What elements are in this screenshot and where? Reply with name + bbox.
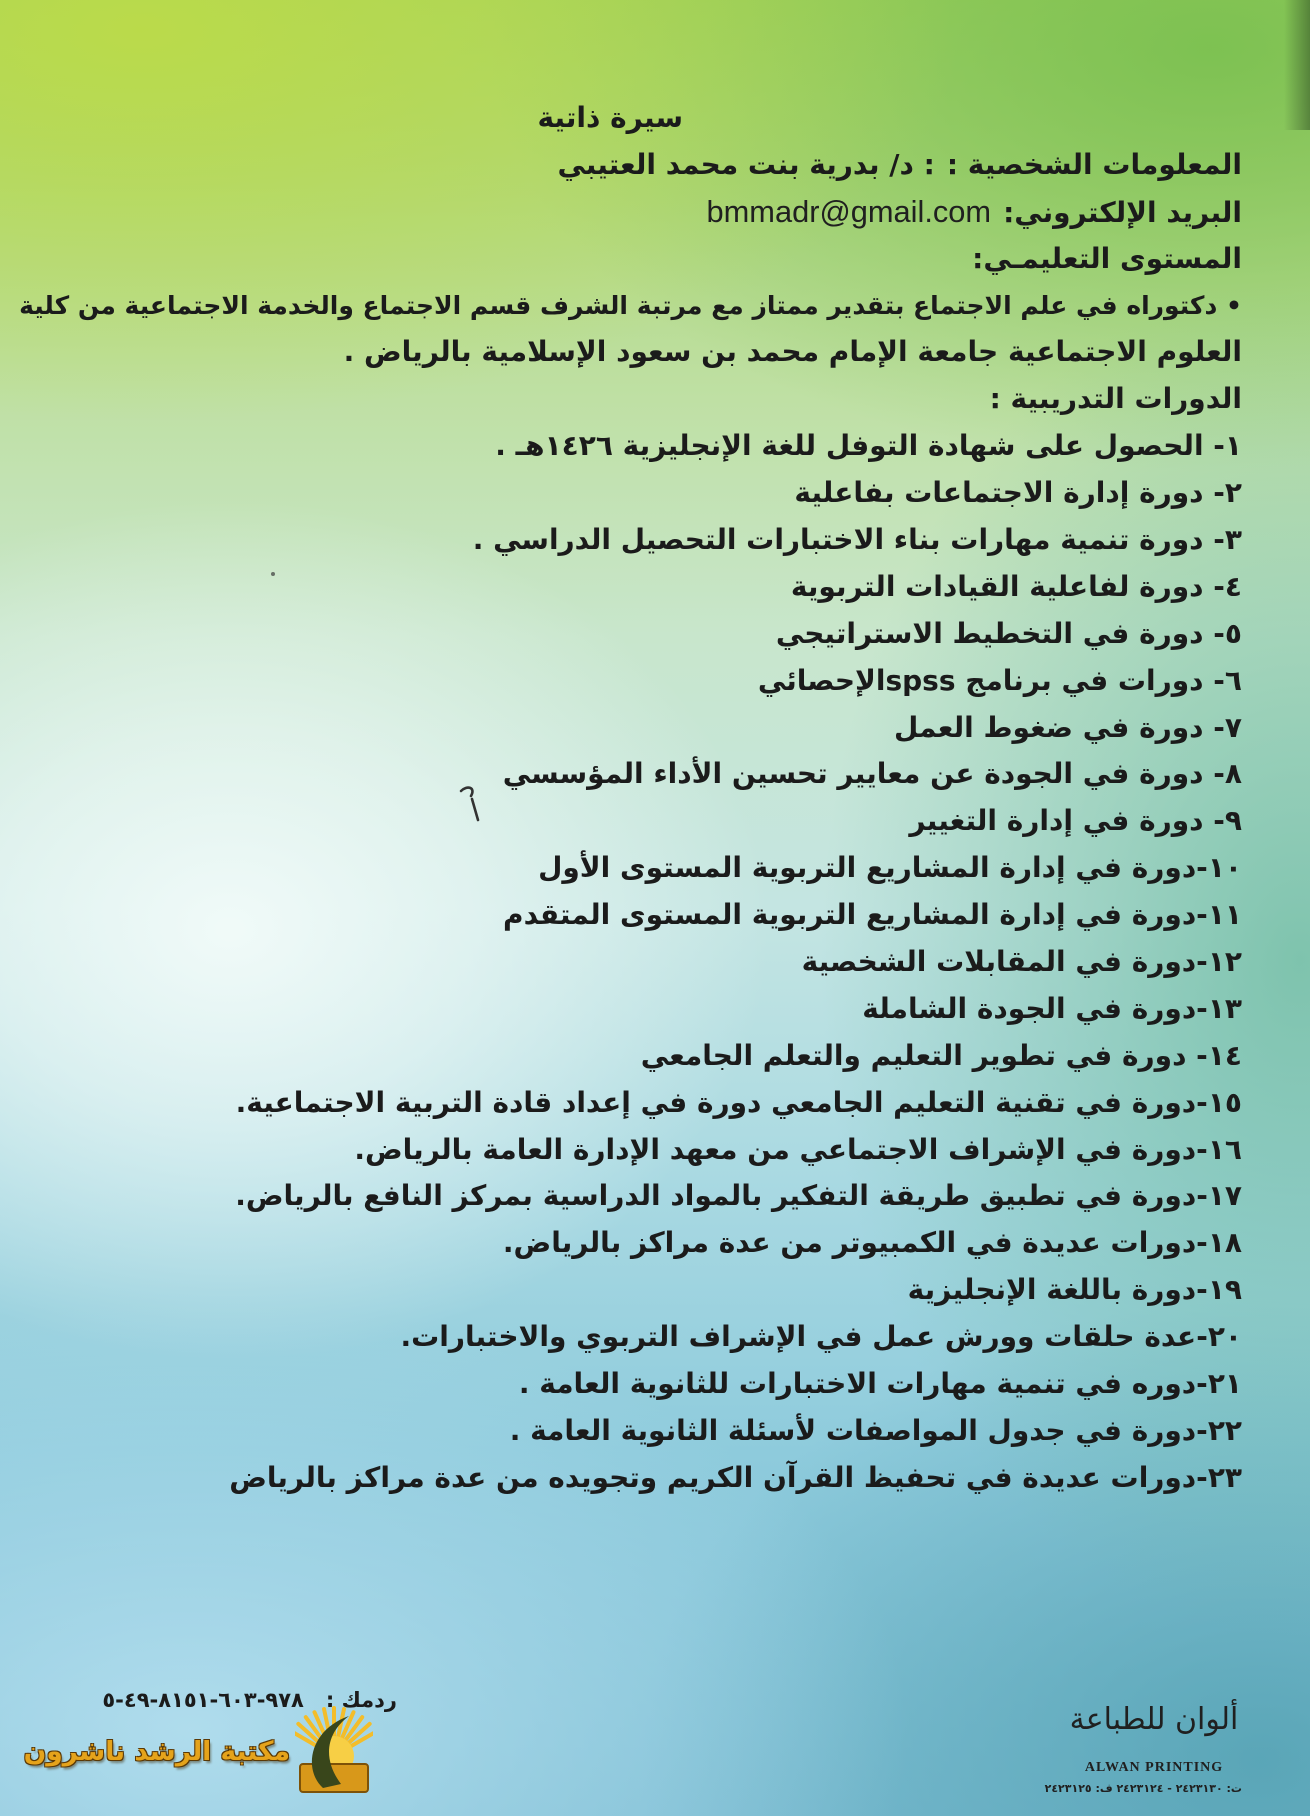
course-item-8 xyxy=(10,751,1242,798)
personal-info-label: المعلومات الشخصية : xyxy=(946,147,1242,181)
isbn-number: ٩٧٨-٦٠٣-٨١٥١-٤٩-٥ xyxy=(102,1688,304,1712)
personal-info-value: : د/ بدرية بنت محمد العتيبي xyxy=(557,147,935,181)
course-item-7 xyxy=(10,705,1242,752)
education-line-2 xyxy=(10,329,1242,376)
course-item-text: ٢٢-دورة في جدول المواصفات لأسئلة الثانوية العامة . xyxy=(509,1413,1242,1447)
education-text: العلوم الاجتماعية جامعة الإمام محمد بن سعود الإسلامية بالرياض . xyxy=(343,335,1242,369)
cv-title-line xyxy=(10,95,1242,142)
course-item-text: ٣- دورة تنمية مهارات بناء الاختبارات التحصيل الدراسي . xyxy=(472,523,1242,557)
course-item-text: ١٢-دورة في المقابلات الشخصية xyxy=(801,945,1242,979)
course-item-19 xyxy=(10,1267,1242,1314)
printer-name-arabic: ألوان للطباعة xyxy=(1069,1702,1239,1737)
course-item-9 xyxy=(10,798,1242,845)
publisher-name: مكتبة الرشد ناشرون xyxy=(23,1736,290,1767)
course-item-text: ١٤- دورة في تطوير التعليم والتعلم الجامعي xyxy=(640,1038,1242,1072)
course-item-16 xyxy=(10,1127,1242,1174)
course-item-14 xyxy=(10,1033,1242,1080)
printer-phone: ت: ٢٤٢٣١٣٠ - ٢٤٢٣١٢٤ ف: ٢٤٢٣١٢٥ xyxy=(1044,1782,1242,1795)
course-item-20 xyxy=(10,1314,1242,1361)
email-address: bmmadr@gmail.com xyxy=(706,193,992,229)
course-item-text: ٢٣-دورات عديدة في تحفيظ القرآن الكريم وتجويده من عدة مراكز بالرياض xyxy=(229,1460,1242,1494)
course-item-text: ٩- دورة في إدارة التغيير xyxy=(909,804,1242,838)
course-item-text: ٧- دورة في ضغوط العمل xyxy=(894,710,1242,744)
course-item-6 xyxy=(10,658,1242,705)
cv-title: سيرة ذاتية xyxy=(537,101,683,134)
course-item-text: ١٧-دورة في تطبيق طريقة التفكير بالمواد الدراسية بمركز النافع بالرياض. xyxy=(235,1179,1242,1213)
email-text xyxy=(707,189,1242,237)
course-item-text: ٢- دورة إدارة الاجتماعات بفاعلية xyxy=(794,476,1242,510)
course-item-18 xyxy=(10,1220,1242,1267)
course-item-10 xyxy=(10,845,1242,892)
course-item-3 xyxy=(10,517,1242,564)
course-item-text: ٤- دورة لفاعلية القيادات التربوية xyxy=(790,569,1242,603)
printer-name-box xyxy=(1066,1688,1242,1752)
course-item-text: ٢٠-عدة حلقات وورش عمل في الإشراف التربوي والاختبارات. xyxy=(400,1320,1242,1354)
course-item-12 xyxy=(10,939,1242,986)
education-heading-line xyxy=(10,236,1242,283)
personal-info-line xyxy=(10,142,1242,189)
course-item-text: ١٥-دورة في تقنية التعليم الجامعي دورة في إعداد قادة التربية الاجتماعية. xyxy=(235,1085,1242,1119)
course-item-4 xyxy=(10,564,1242,611)
cv-body xyxy=(10,95,1242,1502)
course-item-text: ٥- دورة في التخطيط الاستراتيجي xyxy=(775,616,1242,650)
education-text: • دكتوراه في علم الاجتماع بتقدير ممتاز مع مرتبة الشرف قسم الاجتماع والخدمة الاجتماعية من كلية xyxy=(19,290,1242,320)
course-item-22 xyxy=(10,1408,1242,1455)
education-heading: المستوى التعليمـي: xyxy=(972,241,1242,275)
course-item-13 xyxy=(10,986,1242,1033)
education-line-1 xyxy=(10,283,1242,330)
course-item-2 xyxy=(10,470,1242,517)
course-item-text: ٨- دورة في الجودة عن معايير تحسين الأداء المؤسسي xyxy=(502,757,1242,791)
course-item-text: ١١-دورة في إدارة المشاريع التربوية المستوى المتقدم xyxy=(503,898,1242,932)
email-line xyxy=(10,189,1242,236)
course-item-23 xyxy=(10,1455,1242,1502)
course-item-text: ٦- دورات في برنامج spssالإحصائي xyxy=(757,663,1242,697)
course-item-1 xyxy=(10,423,1242,470)
course-item-text: ١٨-دورات عديدة في الكمبيوتر من عدة مراكز بالرياض. xyxy=(502,1226,1242,1260)
course-item-5 xyxy=(10,611,1242,658)
publisher-logo-text-box xyxy=(22,1724,290,1783)
course-item-11 xyxy=(10,892,1242,939)
course-item-text: ١٦-دورة في الإشراف الاجتماعي من معهد الإدارة العامة بالرياض. xyxy=(354,1132,1242,1166)
course-item-text: ١٠-دورة في إدارة المشاريع التربوية المستوى الأول xyxy=(538,851,1242,885)
courses-heading: الدورات التدريبية : xyxy=(989,382,1242,416)
course-item-text: ٢١-دوره في تنمية مهارات الاختبارات للثانوية العامة . xyxy=(518,1367,1242,1401)
personal-info-text xyxy=(557,142,1242,189)
course-item-text: ١٩-دورة باللغة الإنجليزية xyxy=(907,1273,1242,1307)
isbn-label: ردمك : xyxy=(325,1688,397,1712)
scan-edge-shadow xyxy=(1284,0,1310,130)
course-item-15 xyxy=(10,1080,1242,1127)
courses-heading-line xyxy=(10,376,1242,423)
printer-name-latin: ALWAN PRINTING xyxy=(1084,1760,1224,1775)
course-item-17 xyxy=(10,1173,1242,1220)
course-item-21 xyxy=(10,1361,1242,1408)
email-label: البريد الإلكتروني: xyxy=(1003,195,1242,229)
course-item-text: ١- الحصول على شهادة التوفل للغة الإنجليزية ١٤٢٦هـ . xyxy=(495,429,1242,463)
printer-logo xyxy=(1044,1688,1242,1800)
publisher-emblem-icon xyxy=(295,1696,373,1796)
course-item-text: ١٣-دورة في الجودة الشاملة xyxy=(862,991,1242,1025)
